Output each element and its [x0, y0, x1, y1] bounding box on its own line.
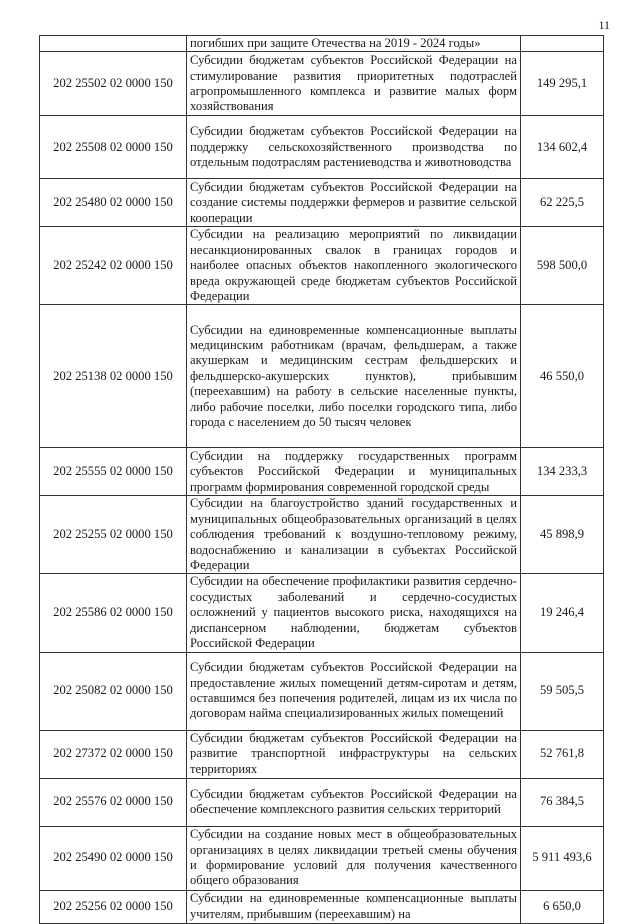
code-cell: 202 25576 02 0000 150: [40, 778, 187, 826]
amount-cell: 6 650,0: [521, 890, 604, 923]
description-cell: Субсидии на создание новых мест в общеобразовательных организациях в целях ликвидации третьей смены обучения и формирование условий для получения качественного общего образования: [187, 826, 521, 890]
amount-cell: 46 550,0: [521, 305, 604, 448]
description-cell: Субсидии бюджетам субъектов Российской Федерации на создание системы поддержки фермеров и развитие сельской кооперации: [187, 179, 521, 227]
description-cell: Субсидии бюджетам субъектов Российской Федерации на обеспечение комплексного развития сельских территорий: [187, 778, 521, 826]
table-row: [40, 227, 604, 305]
table-row: [40, 116, 604, 179]
budget-table: [39, 35, 604, 924]
amount-cell: 134 602,4: [521, 116, 604, 179]
code-cell: 202 25138 02 0000 150: [40, 305, 187, 448]
description-cell: Субсидии на обеспечение профилактики развития сердечно-сосудистых заболеваний и сердечно-сосудистых осложнений у пациентов высокого риска, находящихся на диспансерном наблюдении, бюджетам субъектов Российской Федерации: [187, 574, 521, 652]
description-cell: Субсидии на реализацию мероприятий по ликвидации несанкционированных свалок в границах городов и наиболее опасных объектов накопленного экологического вреда окружающей среде бюджетам субъектов Российской Федерации: [187, 227, 521, 305]
description-cell: Субсидии на благоустройство зданий государственных и муниципальных общеобразовательных организаций в целях соблюдения требований к воздушно-тепловому режиму, водоснабжению и канализации в субъектах Российской Федерации: [187, 496, 521, 574]
table-row: [40, 305, 604, 448]
amount-cell: 598 500,0: [521, 227, 604, 305]
description-cell: Субсидии бюджетам субъектов Российской Федерации на поддержку сельскохозяйственного производства по отдельным подотраслям растениеводства и животноводства: [187, 116, 521, 179]
description-cell: Субсидии бюджетам субъектов Российской Федерации на развитие транспортной инфраструктуры на сельских территориях: [187, 730, 521, 778]
table-row: [40, 730, 604, 778]
table-row: [40, 52, 604, 116]
table-row: [40, 36, 604, 52]
code-cell: 202 25586 02 0000 150: [40, 574, 187, 652]
amount-cell: 134 233,3: [521, 448, 604, 496]
table-row: [40, 448, 604, 496]
amount-cell: 45 898,9: [521, 496, 604, 574]
description-cell: Субсидии бюджетам субъектов Российской Федерации на предоставление жилых помещений детям-сиротам и детям, оставшимся без попечения родителей, лицам из их числа по договорам найма специализированных жилых помещений: [187, 652, 521, 730]
code-cell: 202 25490 02 0000 150: [40, 826, 187, 890]
amount-cell: 59 505,5: [521, 652, 604, 730]
amount-cell: [521, 36, 604, 52]
code-cell: [40, 36, 187, 52]
description-cell: Субсидии на единовременные компенсационные выплаты учителям, прибывшим (переехавшим) на: [187, 890, 521, 923]
table-row: [40, 890, 604, 923]
code-cell: 202 25480 02 0000 150: [40, 179, 187, 227]
code-cell: 202 25502 02 0000 150: [40, 52, 187, 116]
amount-cell: 76 384,5: [521, 778, 604, 826]
amount-cell: 62 225,5: [521, 179, 604, 227]
table-row: [40, 574, 604, 652]
code-cell: 202 25256 02 0000 150: [40, 890, 187, 923]
amount-cell: 19 246,4: [521, 574, 604, 652]
amount-cell: 52 761,8: [521, 730, 604, 778]
code-cell: 202 25508 02 0000 150: [40, 116, 187, 179]
page-number: 11: [598, 18, 610, 32]
amount-cell: 149 295,1: [521, 52, 604, 116]
code-cell: 202 25242 02 0000 150: [40, 227, 187, 305]
description-cell: погибших при защите Отечества на 2019 - 2024 годы»: [187, 36, 521, 52]
description-cell: Субсидии на единовременные компенсационные выплаты медицинским работникам (врачам, фельдшерам, а также акушеркам и медицинским сестрам фельдшерских и фельдшерско-акушерских пунктов), прибывшим (переехавшим) на работу в сельские населенные пункты, либо рабочие поселки, либо поселки городского типа, либо города с населением до 50 тысяч человек: [187, 305, 521, 448]
amount-cell: 5 911 493,6: [521, 826, 604, 890]
description-cell: Субсидии бюджетам субъектов Российской Федерации на стимулирование развития приоритетных подотраслей агропромышленного комплекса и развитие малых форм хозяйствования: [187, 52, 521, 116]
table-row: [40, 778, 604, 826]
code-cell: 202 25555 02 0000 150: [40, 448, 187, 496]
table-row: [40, 652, 604, 730]
code-cell: 202 25255 02 0000 150: [40, 496, 187, 574]
description-cell: Субсидии на поддержку государственных программ субъектов Российской Федерации и муниципальных программ формирования современной городской среды: [187, 448, 521, 496]
table-row: [40, 496, 604, 574]
code-cell: 202 27372 02 0000 150: [40, 730, 187, 778]
table-row: [40, 179, 604, 227]
table-row: [40, 826, 604, 890]
code-cell: 202 25082 02 0000 150: [40, 652, 187, 730]
